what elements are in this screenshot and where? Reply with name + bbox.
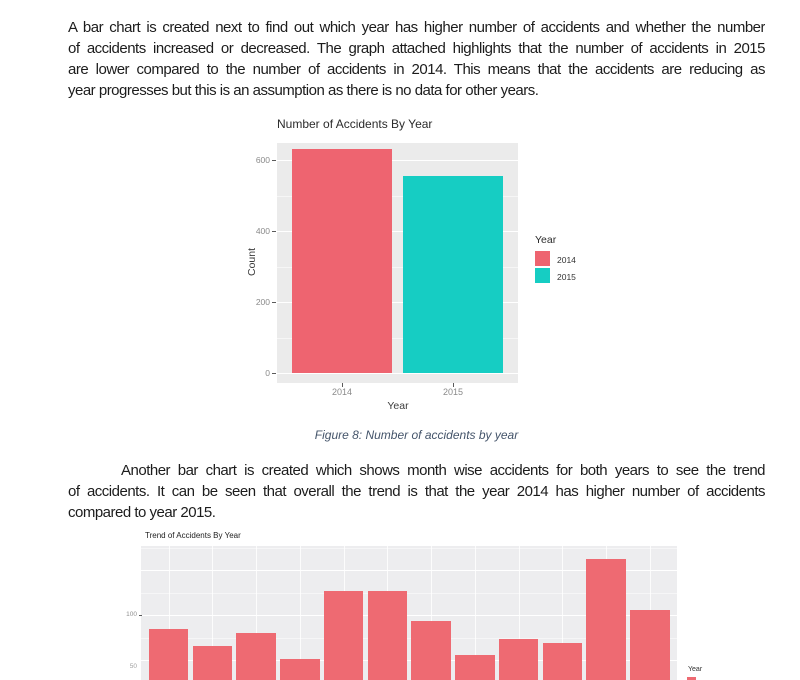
paragraph-1 xyxy=(68,17,765,101)
figure2-y-tick-label: 100 xyxy=(126,611,137,618)
paragraph-line: of accidents increased or decreased. The graph attached highlights that the number of accidents in 2015 xyxy=(68,40,765,57)
figure2-tick-mark xyxy=(139,615,142,616)
figure1-tick-mark xyxy=(272,231,276,232)
figure1-legend-label: 2015 xyxy=(557,272,576,282)
trend-bar xyxy=(324,591,364,680)
figure1-legend-swatch xyxy=(535,268,550,283)
figure1-legend-title: Year xyxy=(535,234,557,246)
trend-bar xyxy=(193,646,233,680)
figure8-caption: Figure 8: Number of accidents by year xyxy=(314,428,519,442)
trend-bar xyxy=(543,643,583,680)
figure2-panel xyxy=(141,546,677,680)
figure1-tick-mark xyxy=(342,383,343,387)
figure1-x-tick-label: 2015 xyxy=(442,387,464,397)
paragraph-2 xyxy=(68,460,765,523)
figure1-x-tick-label: 2014 xyxy=(331,387,353,397)
figure1-legend-label: 2014 xyxy=(557,255,576,265)
figure1-tick-mark xyxy=(272,302,276,303)
bar-2015 xyxy=(403,176,503,373)
figure1-y-tick-label: 0 xyxy=(265,368,270,378)
paragraph-line: Another bar chart is created which shows month wise accidents for both years to see the trend xyxy=(121,462,765,479)
paragraph-line: year progresses but this is an assumption as there is no data for other years. xyxy=(68,82,539,99)
paragraph-line: compared to year 2015. xyxy=(68,504,216,521)
figure1-y-axis-title: Count xyxy=(246,247,258,277)
gridline-minor xyxy=(141,548,677,549)
gridline-major xyxy=(277,373,518,374)
paragraph-line: are lower compared to the number of accidents in 2014. This means that the accidents are reducing as xyxy=(68,61,765,78)
figure2-legend-title: Year xyxy=(688,666,703,673)
figure1-tick-mark xyxy=(272,373,276,374)
paragraph-line: A bar chart is created next to find out which year has higher number of accidents and whether the number xyxy=(68,19,765,36)
figure1-chart-title: Number of Accidents By Year xyxy=(277,117,433,131)
trend-bar xyxy=(280,659,320,680)
trend-bar xyxy=(630,610,670,680)
figure1-y-tick-label: 400 xyxy=(255,226,270,236)
trend-bar xyxy=(411,621,451,680)
figure1-panel xyxy=(277,143,518,383)
trend-bar xyxy=(368,591,408,680)
trend-bar xyxy=(499,639,539,680)
figure1-legend-swatch xyxy=(535,251,550,266)
figure1-tick-mark xyxy=(272,160,276,161)
trend-bar xyxy=(236,633,276,680)
figure1-x-axis-title: Year xyxy=(387,400,409,412)
bar-2014 xyxy=(292,149,392,373)
paragraph-line: of accidents. It can be seen that overall the trend is that the year 2014 has higher number of accidents xyxy=(68,483,765,500)
trend-bar xyxy=(586,559,626,680)
trend-bar xyxy=(149,629,189,680)
trend-bar xyxy=(455,655,495,680)
figure2-y-tick-label: 50 xyxy=(129,663,137,670)
figure1-y-tick-label: 600 xyxy=(255,155,270,165)
figure2-chart-title: Trend of Accidents By Year xyxy=(145,531,241,540)
figure1-tick-mark xyxy=(453,383,454,387)
figure1-y-tick-label: 200 xyxy=(255,297,270,307)
